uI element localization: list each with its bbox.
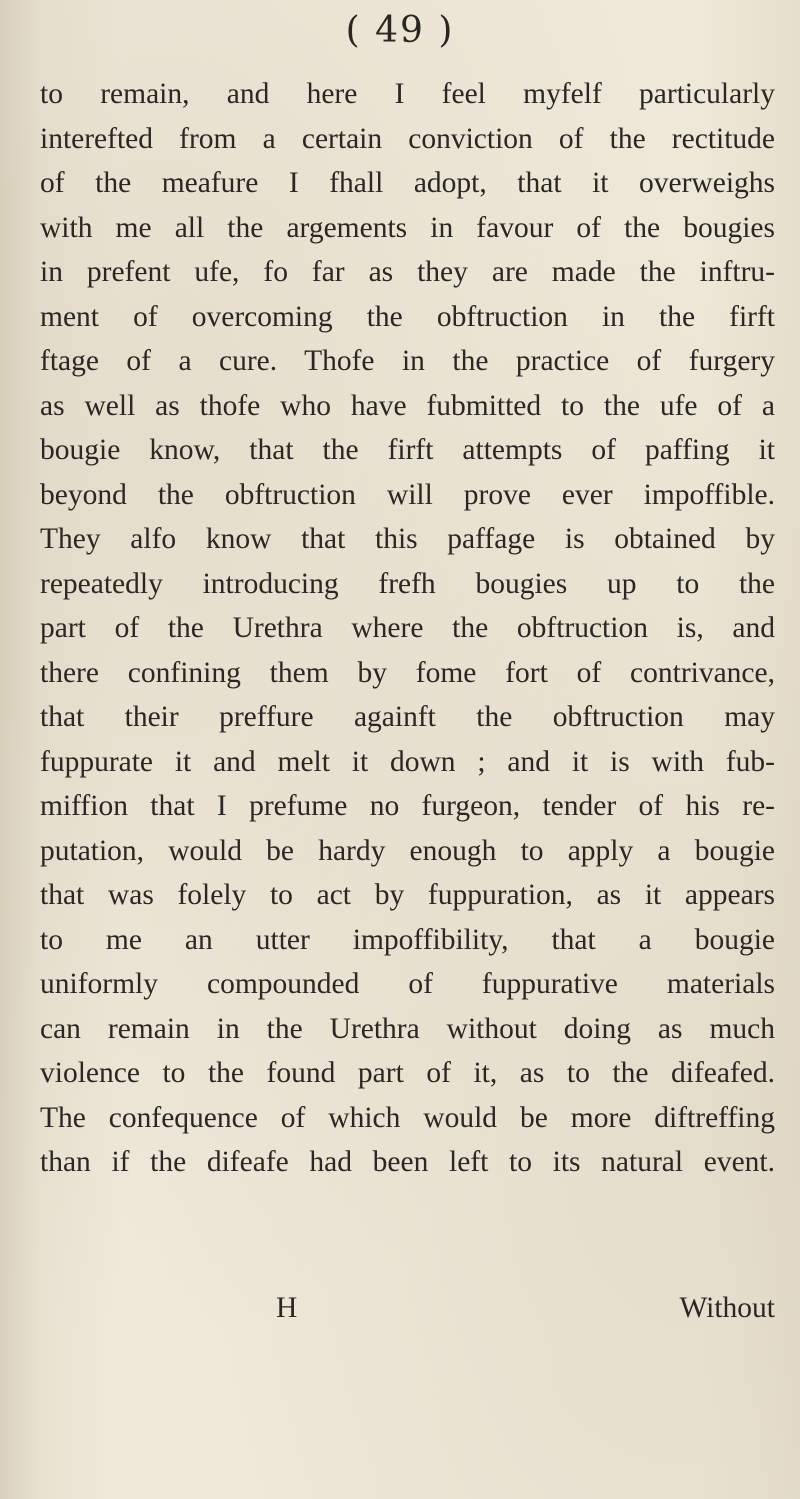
text-line: to me an utter impoffibility, that a bougie bbox=[40, 923, 775, 956]
text-line: to remain, and here I feel myfelf particularly bbox=[40, 78, 775, 110]
text-line: ftage of a cure. Thofe in the practice of furgery bbox=[40, 345, 775, 377]
text-line: with me all the argements in favour of the bougies bbox=[40, 211, 775, 244]
page-number: ( 49 ) bbox=[345, 10, 455, 51]
signature-mark: H bbox=[276, 1292, 298, 1324]
page-footer bbox=[40, 1286, 775, 1330]
text-line: in prefent ufe, fo far as they are made the inftru- bbox=[40, 256, 775, 288]
text-line: of the meafure I fhall adopt, that it overweighs bbox=[40, 167, 775, 199]
text-line: there confining them by fome fort of contrivance, bbox=[40, 656, 775, 689]
text-line: putation, would be hardy enough to apply a bougie bbox=[40, 834, 775, 867]
text-line: that was folely to act by fuppuration, as it appears bbox=[40, 879, 775, 911]
text-line: as well as thofe who have fubmitted to the ufe of a bbox=[40, 389, 775, 422]
catchword: Without bbox=[679, 1292, 775, 1324]
text-line: They alfo know that this paffage is obtained by bbox=[40, 523, 775, 555]
text-line: ment of overcoming the obftruction in the firft bbox=[40, 300, 775, 333]
text-line: uniformly compounded of fuppurative materials bbox=[40, 968, 775, 1000]
text-line: fuppurate it and melt it down ; and it is with fub- bbox=[40, 745, 775, 778]
text-line: repeatedly introducing frefh bougies up to the bbox=[40, 567, 775, 600]
text-line: miffion that I prefume no furgeon, tender of his re- bbox=[40, 790, 775, 822]
body-text bbox=[40, 72, 775, 1185]
text-line: interefted from a certain conviction of the rectitude bbox=[40, 122, 775, 155]
text-line: part of the Urethra where the obftruction is, and bbox=[40, 612, 775, 644]
text-line: bougie know, that the firft attempts of paffing it bbox=[40, 434, 775, 466]
text-line: than if the difeafe had been left to its natural event. bbox=[40, 1146, 775, 1178]
text-line: that their preffure againft the obftruction may bbox=[40, 701, 775, 733]
text-line: violence to the found part of it, as to the difeafed. bbox=[40, 1057, 775, 1089]
text-line: can remain in the Urethra without doing as much bbox=[40, 1012, 775, 1045]
text-line: The confequence of which would be more diftreffing bbox=[40, 1101, 775, 1134]
text-line: beyond the obftruction will prove ever impoffible. bbox=[40, 478, 775, 511]
